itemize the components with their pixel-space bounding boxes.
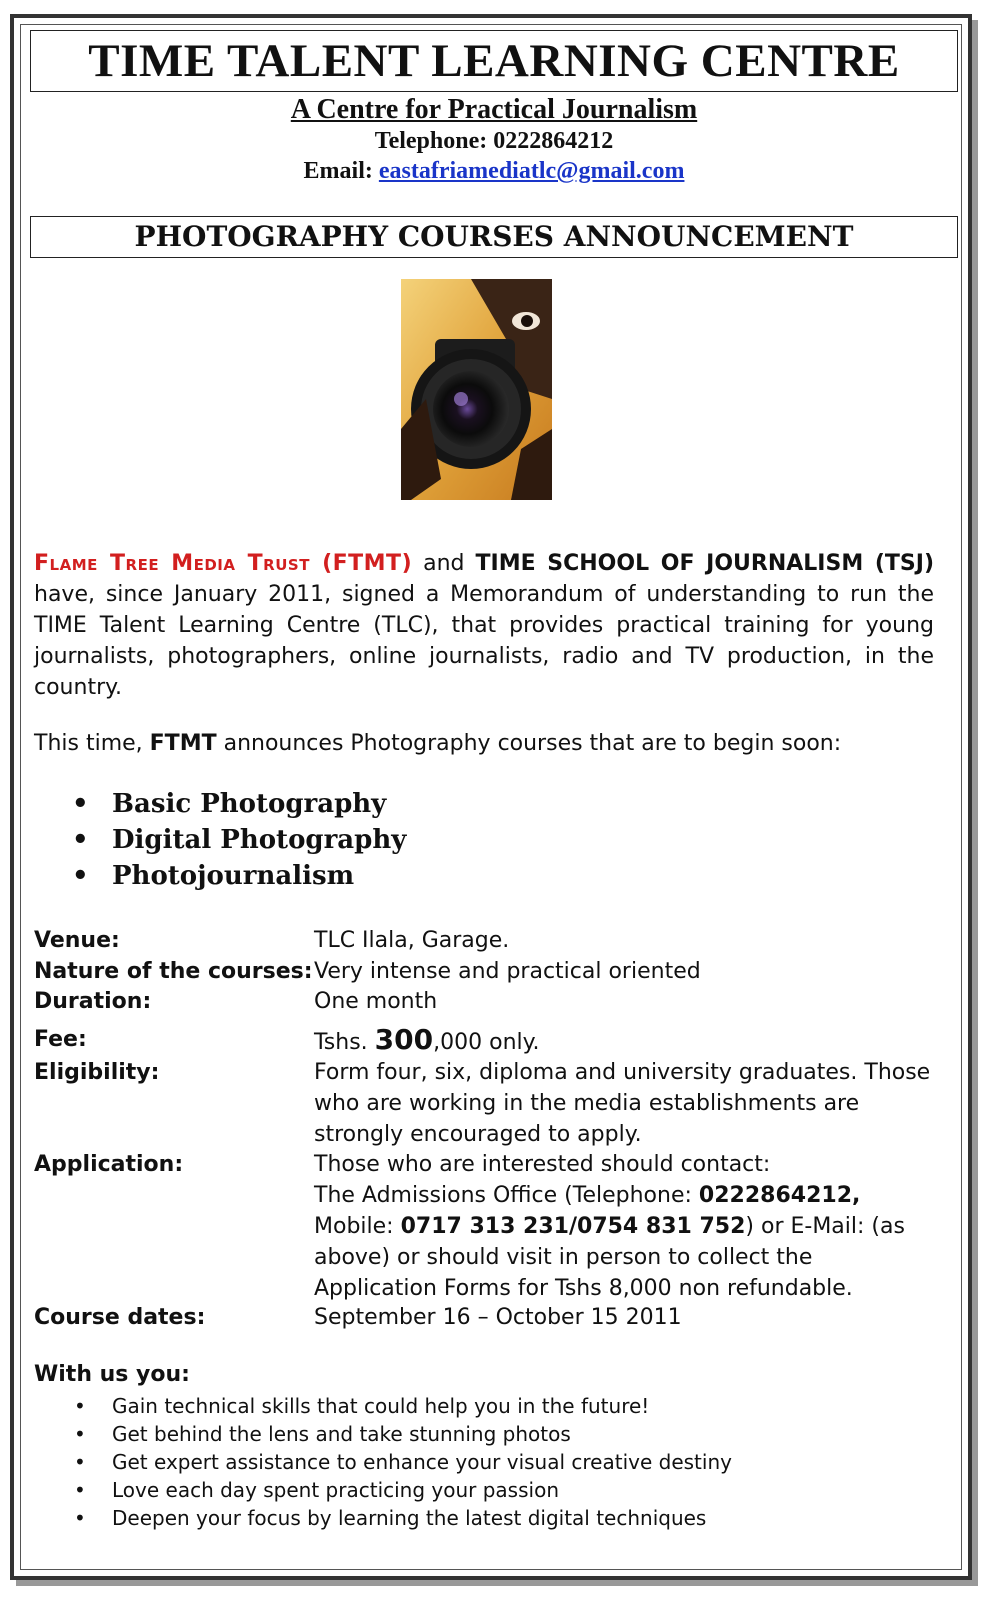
- duration-label: Duration:: [34, 989, 152, 1014]
- fee-label: Fee:: [34, 1027, 87, 1052]
- lens-glass: [433, 371, 509, 447]
- subtitle: A Centre for Practical Journalism: [290, 94, 698, 125]
- eligibility-label: Eligibility:: [34, 1060, 160, 1085]
- intro-paragraph: [34, 548, 934, 703]
- application-line3-post: ) or E-Mail: (as: [745, 1214, 905, 1239]
- announce-line: [34, 728, 934, 759]
- course-item: • Photojournalism: [70, 858, 406, 894]
- benefit-item: • Love each day spent practicing your passion: [70, 1476, 732, 1504]
- course-item: • Basic Photography: [70, 786, 406, 822]
- fee-value: [314, 1024, 936, 1058]
- with-us-heading: With us you:: [34, 1362, 190, 1387]
- application-mobile: 0717 313 231/0754 831 752: [400, 1214, 746, 1239]
- course-list: [70, 786, 406, 894]
- dates-value: September 16 – October 15 2011: [314, 1305, 682, 1330]
- announce-prefix: This time,: [34, 731, 143, 756]
- eligibility-row: [34, 1057, 934, 1150]
- application-line5: Application Forms for Tshs 8,000 non refundable.: [314, 1276, 853, 1301]
- announcement-heading: PHOTOGRAPHY COURSES ANNOUNCEMENT: [134, 220, 854, 253]
- announce-org: FTMT: [149, 731, 217, 756]
- page-title: TIME TALENT LEARNING CENTRE: [88, 35, 900, 87]
- benefit-item: • Get expert assistance to enhance your visual creative destiny: [70, 1448, 732, 1476]
- nature-value: Very intense and practical oriented: [314, 959, 701, 984]
- photographer-photo: [401, 279, 552, 500]
- lens-reflection: [454, 392, 468, 406]
- application-line2: The Admissions Office (Telephone:: [314, 1183, 692, 1208]
- announce-suffix: announces Photography courses that are to begin soon:: [223, 731, 842, 756]
- email-label: Email:: [303, 158, 373, 184]
- application-phone: 0222864212,: [698, 1183, 861, 1208]
- eligibility-value: Form four, six, diploma and university graduates. Those who are working in the media establishments are strongly encouraged to apply.: [314, 1060, 931, 1147]
- course-item: • Digital Photography: [70, 822, 406, 858]
- announcement-box: [30, 216, 958, 258]
- application-value: [314, 1149, 936, 1304]
- org-ftmt: Flame Tree Media Trust (FTMT): [34, 551, 413, 576]
- telephone-number: 0222864212: [493, 128, 614, 154]
- eye-pupil: [521, 315, 533, 327]
- title-box: [30, 30, 958, 92]
- page-shadow-bottom: [16, 1580, 978, 1586]
- benefit-item: • Gain technical skills that could help you in the future!: [70, 1392, 732, 1420]
- email-line: [0, 158, 988, 185]
- page-shadow-right: [972, 20, 978, 1586]
- benefit-item: • Deepen your focus by learning the latest digital techniques: [70, 1504, 732, 1532]
- intro-and: and: [423, 551, 465, 576]
- fee-amount-rest: ,000 only.: [433, 1030, 540, 1055]
- venue-value: TLC Ilala, Garage.: [314, 928, 510, 953]
- intro-text: have, since January 2011, signed a Memorandum of understanding to run the TIME Talent Learning Centre (TLC), that provides practical training for young journalists, photographers, online journalists, radio and TV production, in the country.: [34, 582, 934, 700]
- dates-label: Course dates:: [34, 1305, 206, 1330]
- fee-currency: Tshs.: [314, 1030, 368, 1055]
- application-row: [34, 1149, 934, 1304]
- application-label: Application:: [34, 1152, 184, 1177]
- nature-label: Nature of the courses:: [34, 959, 313, 984]
- org-tsj: TIME SCHOOL OF JOURNALISM (TSJ): [475, 551, 935, 576]
- fee-amount-big: 300: [374, 1023, 434, 1056]
- application-line4: above) or should visit in person to collect the: [314, 1245, 813, 1270]
- application-mobile-label: Mobile:: [314, 1214, 394, 1239]
- benefits-list: [70, 1392, 732, 1532]
- email-link[interactable]: eastafriamediatlc@gmail.com: [378, 158, 685, 184]
- venue-label: Venue:: [34, 928, 120, 953]
- telephone-line: [0, 128, 988, 155]
- application-line1: Those who are interested should contact:: [314, 1152, 771, 1177]
- benefit-item: • Get behind the lens and take stunning photos: [70, 1420, 732, 1448]
- duration-value: One month: [314, 989, 438, 1014]
- telephone-label: Telephone:: [374, 128, 488, 154]
